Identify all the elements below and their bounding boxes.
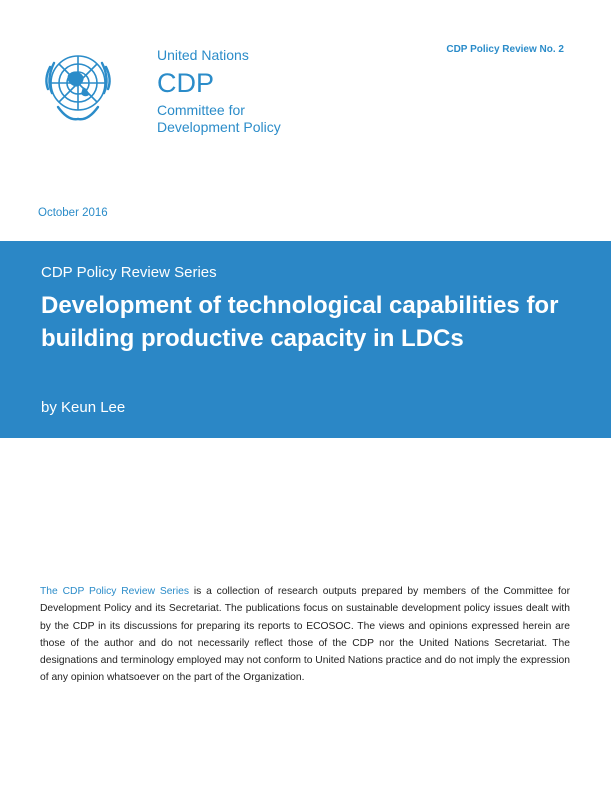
org-name-block — [157, 47, 281, 136]
org-full-name — [157, 102, 281, 136]
series-name: CDP Policy Review Series — [41, 264, 217, 281]
series-link[interactable]: The CDP Policy Review Series — [40, 586, 190, 597]
publication-date: October 2016 — [38, 207, 108, 219]
series-disclaimer — [40, 583, 570, 687]
disclaimer-body: is a collection of research outputs prepared by members of the Committee for Development Policy and its Secretariat. The publications focus on sustainable development policy issues dealt with by the CDP in its discussions for preparing its reports to ECOSOC. The views and opinions expressed herein are those of the author and do not necessarily reflect those of the CDP nor the United Nations Secretariat. The designations and terminology employed may not conform to United Nations practice and do not imply the expression of any opinion whatsoever on the part of the Organization. — [40, 586, 571, 684]
series-number: CDP Policy Review No. 2 — [446, 44, 564, 55]
un-emblem-icon — [38, 47, 118, 127]
org-name: United Nations — [157, 47, 249, 63]
org-full-line2: Development Policy — [157, 119, 281, 135]
org-full-line1: Committee for — [157, 102, 245, 118]
document-title: Development of technological capabilities for building productive capacity in LDCs — [41, 292, 559, 352]
author-line: by Keun Lee — [41, 399, 126, 416]
org-short-name: CDP — [157, 68, 215, 98]
